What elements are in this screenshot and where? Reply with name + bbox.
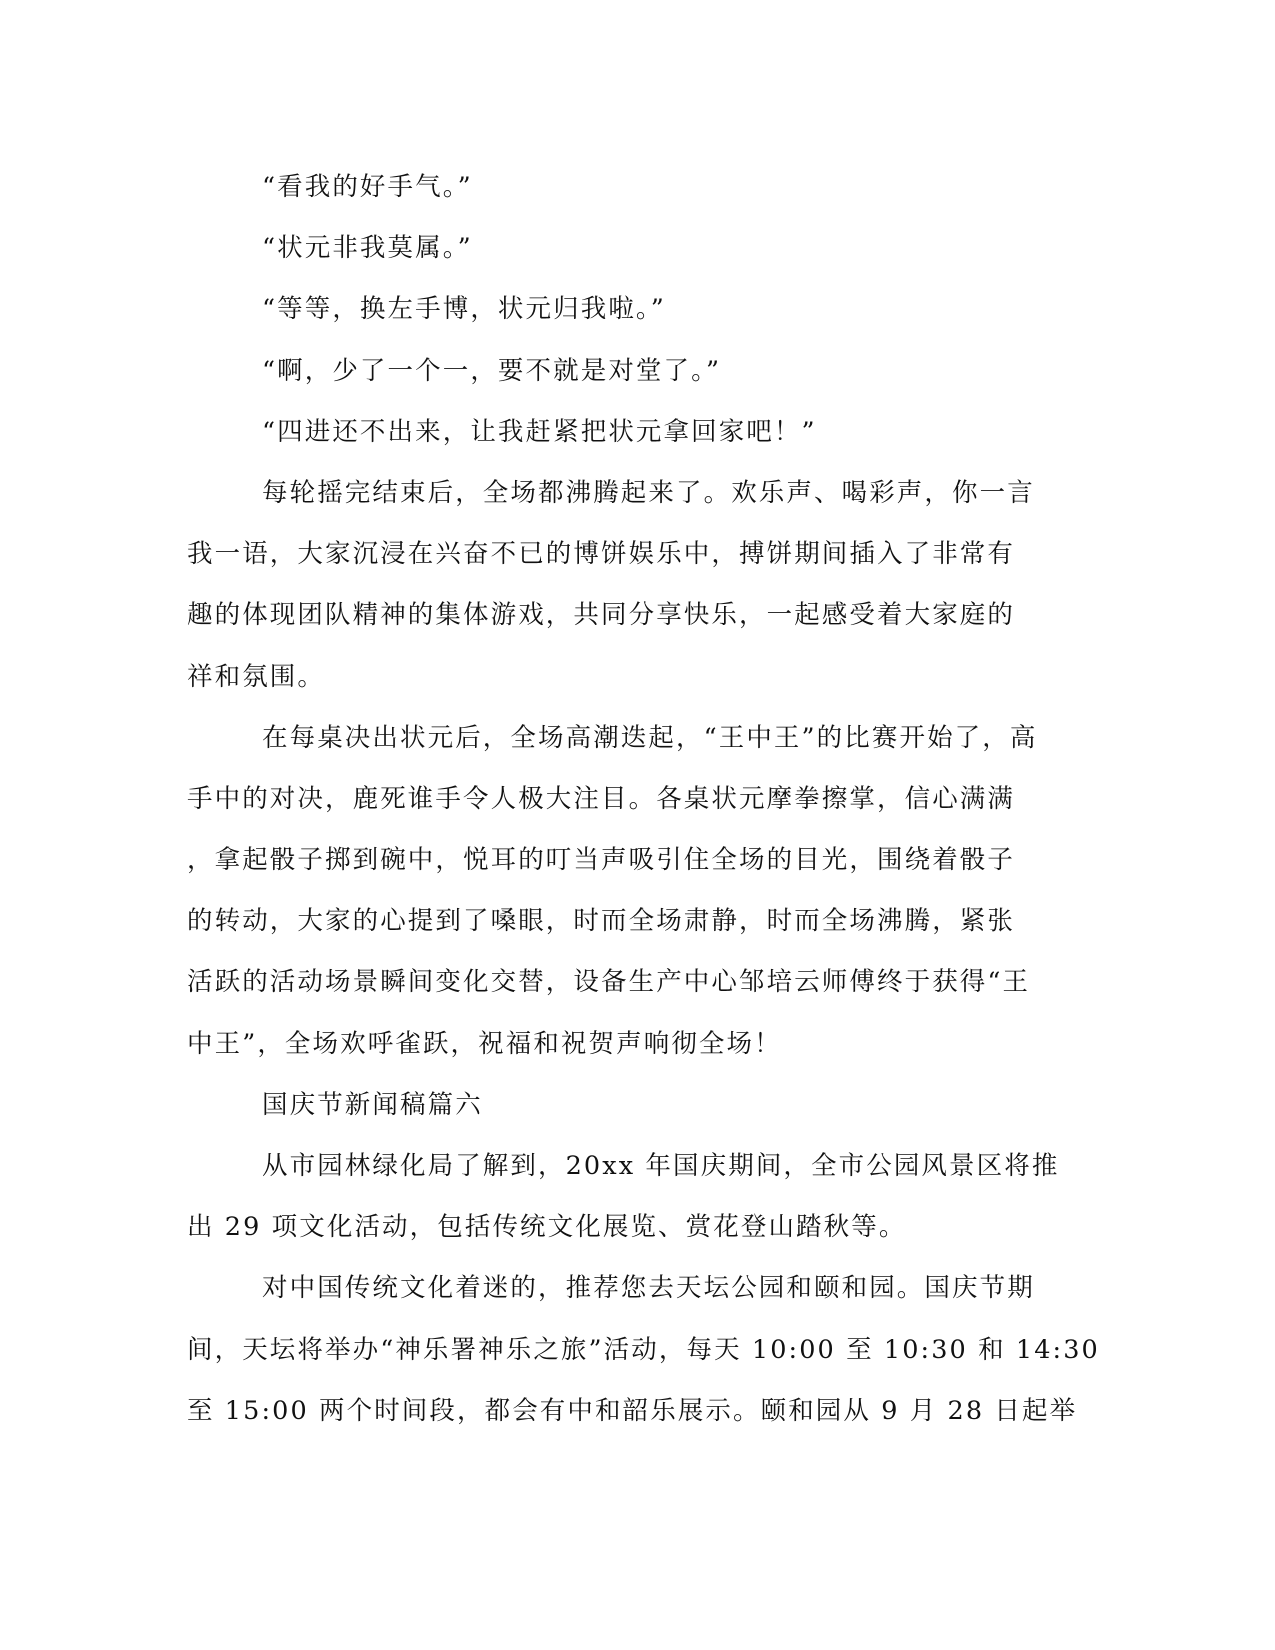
paragraph-line: 在每桌决出状元后，全场高潮迭起，“王中王”的比赛开始了，高: [262, 722, 1038, 753]
paragraph-line: 至 15:00 两个时间段，都会有中和韶乐展示。颐和园从 9 月 28 日起举: [187, 1395, 1078, 1426]
paragraph-line: 从市园林绿化局了解到，20xx 年国庆期间，全市公园风景区将推: [262, 1151, 1060, 1181]
paragraph-line: 趣的体现团队精神的集体游戏，共同分享快乐，一起感受着大家庭的: [187, 600, 1016, 631]
paragraph-line: 中王”，全场欢呼雀跃，祝福和祝贺声响彻全场！: [187, 1028, 782, 1059]
paragraph-line: ，拿起骰子掷到碗中，悦耳的叮当声吸引住全场的目光，围绕着骰子: [187, 845, 1016, 876]
paragraph-line: 每轮摇完结束后，全场都沸腾起来了。欢乐声、喝彩声，你一言: [262, 477, 1035, 508]
paragraph-line: 出 29 项文化活动，包括传统文化展览、赏花登山踏秋等。: [187, 1212, 907, 1243]
paragraph-line: 我一语，大家沉浸在兴奋不已的博饼娱乐中，搏饼期间插入了非常有: [187, 539, 1016, 570]
body-text: [187, 157, 1100, 1442]
paragraph-line: “等等，换左手博，状元归我啦。”: [262, 294, 666, 325]
paragraph-line: 的转动，大家的心提到了嗓眼，时而全场肃静，时而全场沸腾，紧张: [187, 906, 1016, 937]
paragraph-line: “看我的好手气。”: [262, 172, 473, 202]
section-heading: 国庆节新闻稿篇六: [262, 1089, 483, 1120]
paragraph-line: “四进还不出来，让我赶紧把状元拿回家吧！”: [262, 416, 817, 447]
paragraph-line: “啊，少了一个一，要不就是对堂了。”: [262, 355, 722, 386]
paragraph-line: 手中的对决，鹿死谁手令人极大注目。各桌状元摩拳擦掌，信心满满: [187, 783, 1016, 814]
paragraph-line: “状元非我莫属。”: [262, 233, 473, 264]
paragraph-line: 对中国传统文化着迷的，推荐您去天坛公园和颐和园。国庆节期: [262, 1273, 1035, 1304]
paragraph-line: 活跃的活动场景瞬间变化交替，设备生产中心邹培云师傅终于获得“王: [187, 967, 1031, 998]
paragraph-line: 祥和氛围。: [187, 661, 326, 692]
paragraph-line: 间，天坛将举办“神乐署神乐之旅”活动，每天 10:00 至 10:30 和 14:30: [187, 1334, 1100, 1365]
